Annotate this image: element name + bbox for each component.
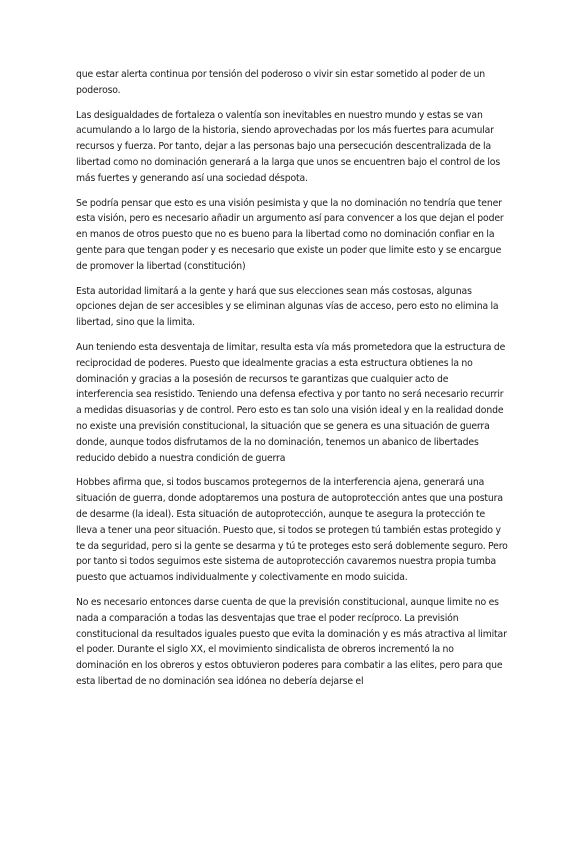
paragraph: Aun teniendo esta desventaja de limitar, resulta esta vía más prometedora que la estructura de reciprocidad de poderes. Puesto que idealmente gracias a esta estructura obtienes la no dominación y gracias a la posesión de recursos te garantizas que cualquier acto de interferencia sea resistido. Teniendo una defensa efectiva y por tanto no será necesario recurrir a medidas disuasorias y de control. Pero esto es tan solo una visión ideal y en la realidad donde no existe una previsión constitucional, la situación que se genera es una situación de guerra donde, aunque todos disfrutamos de la no dominación, tenemos un abanico de libertades reducido debido a nuestra condición de guerra: [76, 341, 506, 464]
paragraph: Hobbes afirma que, si todos buscamos protegernos de la interferencia ajena, generará una situación de guerra, donde adoptaremos una postura de autoprotección antes que una postura de desarme (la ideal). Esta situación de autoprotección, aunque te asegura la protección te lleva a tener una peor situación. Puesto que, si todos se protegen tú también estas protegido y te da seguridad, pero si la gente se desarma y tú te proteges esto será doblemente seguro. Pero por tanto si todos seguimos este sistema de autoprotección cavaremos nuestra propia tumba puesto que actuamos individualmente y colectivamente en modo suicida.: [76, 477, 508, 584]
paragraph: que estar alerta continua por tensión del poderoso o vivir sin estar sometido al poder de un poderoso.: [76, 69, 485, 96]
paragraph: No es necesario entonces darse cuenta de que la previsión constitucional, aunque limite no es nada a comparación a todas las desventajas que trae el poder recíproco. La previsión constitucional da resultados iguales puesto que evita la dominación y es más atractiva al limitar el poder. Durante el siglo XX, el movimiento sindicalista de obreros incrementó la no dominación en los obreros y estos obtuvieron poderes para combatir a las elites, pero para que esta libertad de no dominación sea idónea no debería dejarse el: [76, 596, 507, 687]
document-body: [76, 67, 508, 699]
paragraph: Se podría pensar que esto es una visión pesimista y que la no dominación no tendría que tener esta visión, pero es necesario añadir un argumento así para convencer a los que dejan el poder en manos de otros puesto que no es bueno para la libertad como no dominación confiar en la gente para que tengan poder y es necesario que existe un poder que limite esto y se encargue de promover la libertad (constitución): [76, 197, 504, 272]
paragraph: Las desigualdades de fortaleza o valentía son inevitables en nuestro mundo y estas se van acumulando a lo largo de la historia, siendo aprovechadas por los más fuertes para acumular recursos y fuerza. Por tanto, dejar a las personas bajo una persecución descentralizada de la libertad como no dominación generará a la larga que unos se encuentren bajo el control de los más fuertes y generando así una sociedad déspota.: [76, 109, 501, 184]
paragraph: Esta autoridad limitará a la gente y hará que sus elecciones sean más costosas, algunas opciones dejan de ser accesibles y se eliminan algunas vías de acceso, pero esto no elimina la libertad, sino que la limita.: [76, 285, 499, 329]
